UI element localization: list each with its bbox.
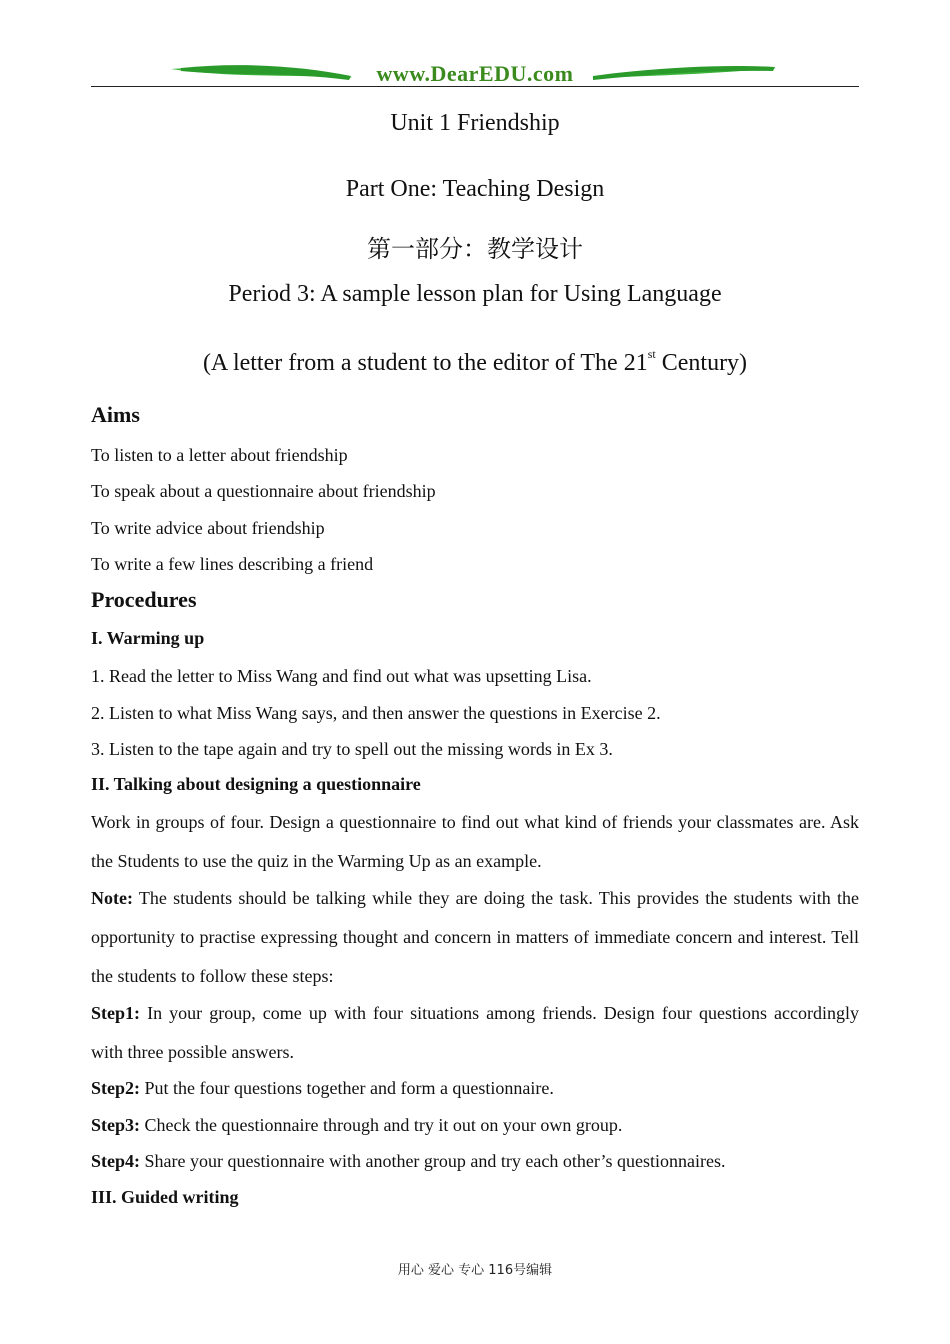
note-label: Note: [91, 888, 133, 908]
part-title: Part One: Teaching Design [345, 176, 605, 202]
step-label: Step3: [91, 1115, 140, 1135]
note-text: The students should be talking while they are doing the task. This provides the students with the opportunity to practise expressing thought and concern in matters of immediate concern and interest. Tell the students to follow these steps: [91, 888, 859, 986]
step-text: Share your questionnaire with another group and try each other’s questionnaires. [140, 1151, 726, 1171]
subtitle-superscript: st [647, 347, 656, 361]
step-text: Check the questionnaire through and try it out on your own group. [140, 1115, 623, 1135]
step-label: Step1: [91, 1003, 140, 1023]
page-footer: 用心 爱心 专心 116号编辑 [397, 1263, 553, 1278]
logo-text: www.DearEDU.com [376, 61, 574, 86]
note-paragraph [91, 879, 859, 996]
talking-paragraph: Work in groups of four. Design a questionnaire to find out what kind of friends your classmates are. Ask the Students to use the quiz in the Warming Up as an example. [91, 812, 859, 871]
step-paragraph [91, 1069, 859, 1108]
step-paragraph [91, 1106, 859, 1145]
header-rule [91, 86, 859, 87]
guided-writing-heading: III. Guided writing [91, 1187, 239, 1207]
talking-heading: II. Talking about designing a questionnaire [91, 774, 421, 794]
step-paragraph [91, 994, 859, 1072]
step-label: Step4: [91, 1151, 140, 1171]
subtitle-text-post: Century) [655, 350, 748, 376]
aim-item: To listen to a letter about friendship [91, 445, 348, 465]
aims-heading: Aims [91, 402, 140, 427]
warming-up-item: 2. Listen to what Miss Wang says, and then answer the questions in Exercise 2. [91, 703, 661, 723]
procedures-heading: Procedures [91, 587, 197, 612]
part-title-chinese: 第一部分：教学设计 [367, 235, 583, 263]
warming-up-item: 3. Listen to the tape again and try to spell out the missing words in Ex 3. [91, 739, 613, 759]
subtitle [91, 347, 859, 377]
subtitle-text-pre: (A letter from a student to the editor of The 21 [202, 350, 648, 376]
aim-item: To speak about a questionnaire about friendship [91, 481, 436, 501]
step-label: Step2: [91, 1078, 140, 1098]
warming-up-item: 1. Read the letter to Miss Wang and find out what was upsetting Lisa. [91, 666, 592, 686]
warming-up-heading: I. Warming up [91, 628, 205, 648]
aim-item: To write a few lines describing a friend [91, 554, 374, 574]
step-text: In your group, come up with four situations among friends. Design four questions accordingly with three possible answers. [91, 1003, 859, 1062]
aim-item: To write advice about friendship [91, 518, 325, 538]
period-title: Period 3: A sample lesson plan for Using Language [228, 281, 722, 307]
unit-title: Unit 1 Friendship [390, 110, 560, 136]
page-header [91, 58, 859, 90]
step-paragraph [91, 1142, 859, 1181]
step-text: Put the four questions together and form a questionnaire. [140, 1078, 554, 1098]
